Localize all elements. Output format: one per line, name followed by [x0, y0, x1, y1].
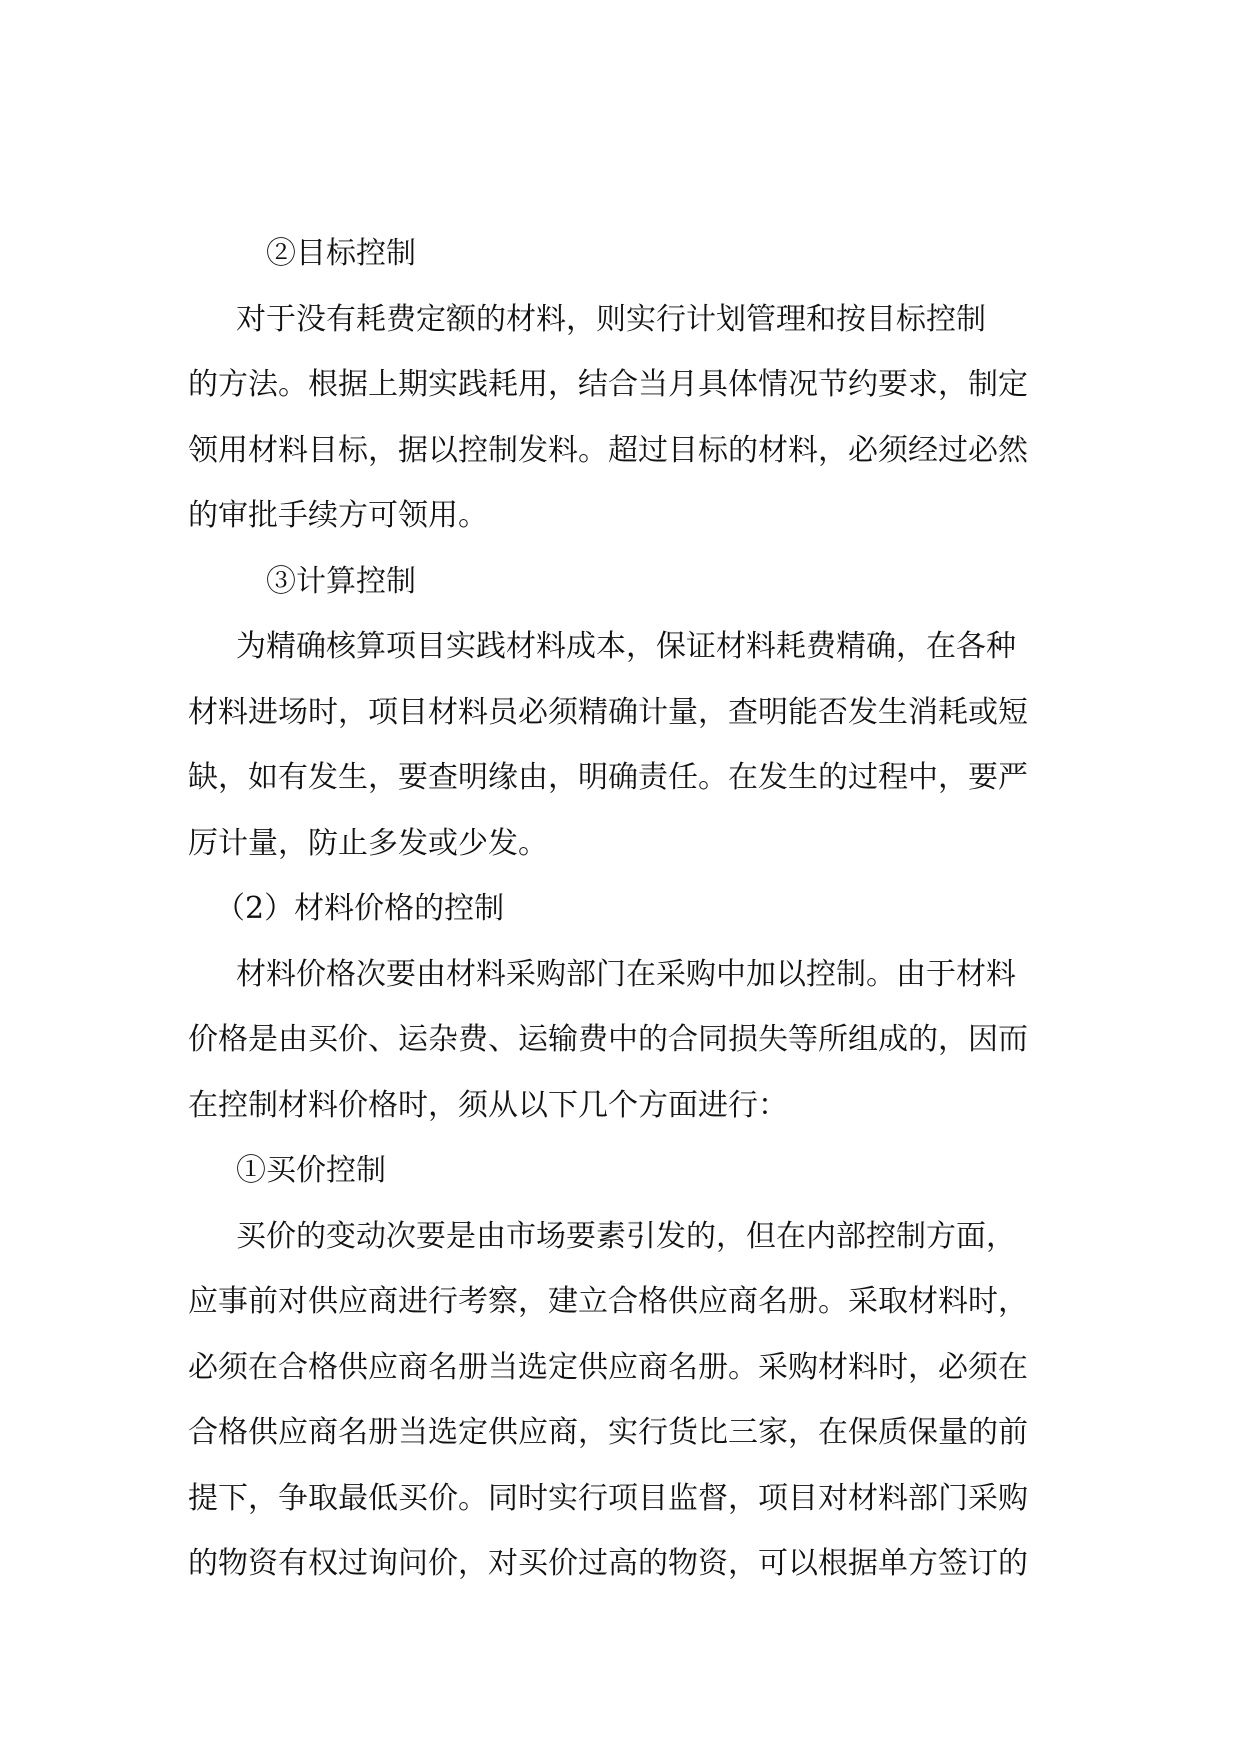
paragraph-line: 厉计量，防止多发或少发。 — [188, 825, 548, 861]
paragraph-line: 的方法。根据上期实践耗用，结合当月具体情况节约要求，制定 — [188, 367, 1028, 402]
heading-target-control: ②目标控制 — [266, 236, 416, 271]
paragraph-line: 应事前对供应商进行考察，建立合格供应商名册。采取材料时， — [188, 1284, 1028, 1319]
paragraph-line: 材料价格次要由材料采购部门在采购中加以控制。由于材料 — [236, 956, 1016, 992]
paragraph-line: 为精确核算项目实践材料成本，保证材料耗费精确，在各种 — [236, 629, 1016, 664]
paragraph-line: 的审批手续方可领用。 — [188, 498, 488, 533]
paragraph-line: 缺，如有发生，要查明缘由，明确责任。在发生的过程中，要严 — [188, 760, 1028, 795]
paragraph-line: 提下，争取最低买价。同时实行项目监督，项目对材料部门采购 — [188, 1480, 1028, 1516]
heading-purchase-price-control: ①买价控制 — [236, 1153, 386, 1188]
paragraph-line: 材料进场时，项目材料员必须精确计量，查明能否发生消耗或短 — [188, 694, 1028, 730]
document-body — [188, 221, 1058, 1597]
paragraph-line: 买价的变动次要是由市场要素引发的，但在内部控制方面， — [236, 1218, 1016, 1254]
paragraph-line: 合格供应商名册当选定供应商，实行货比三家，在保质保量的前 — [188, 1415, 1028, 1450]
paragraph-line: 对于没有耗费定额的材料，则实行计划管理和按目标控制 — [236, 301, 986, 337]
paragraph-line: 价格是由买价、运杂费、运输费中的合同损失等所组成的，因而 — [188, 1022, 1028, 1057]
paragraph-line: 在控制材料价格时，须从以下几个方面进行： — [188, 1087, 788, 1123]
paragraph-line: 必须在合格供应商名册当选定供应商名册。采购材料时，必须在 — [188, 1349, 1028, 1385]
paragraph-line: 的物资有权过询问价，对买价过高的物资，可以根据单方签订的 — [188, 1546, 1028, 1581]
heading-calculation-control: ③计算控制 — [266, 563, 416, 599]
paragraph-line: 领用材料目标，据以控制发料。超过目标的材料，必须经过必然 — [188, 432, 1028, 468]
heading-material-price-control: （2）材料价格的控制 — [215, 891, 505, 926]
